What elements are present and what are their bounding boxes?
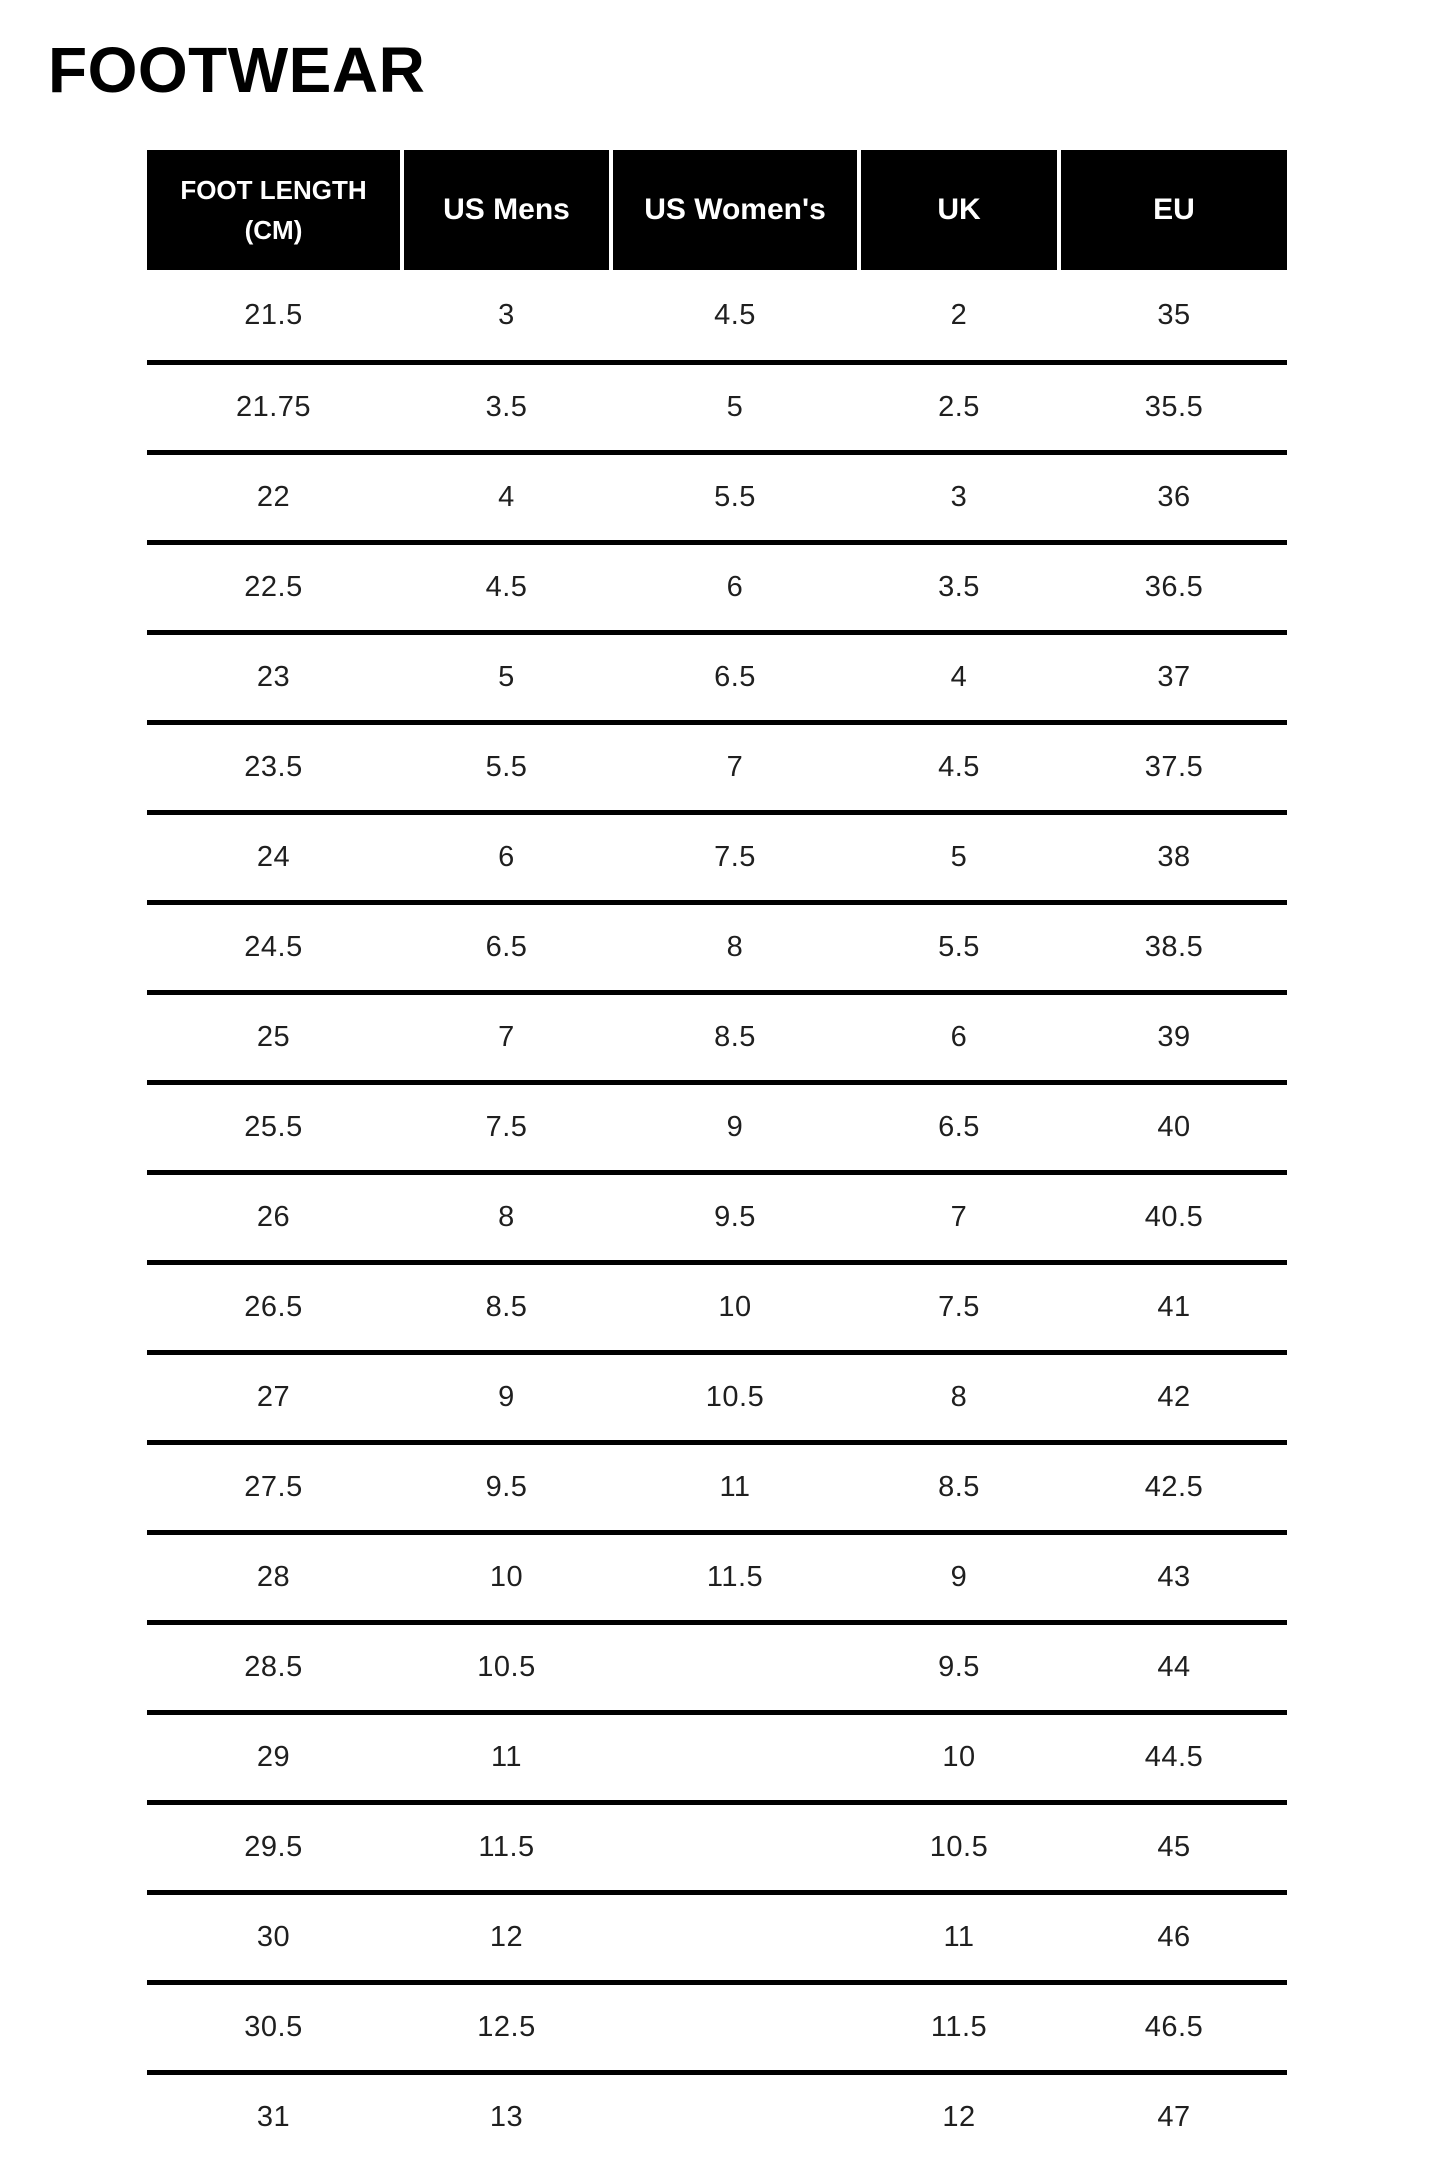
table-cell: 4.5 bbox=[485, 571, 528, 603]
table-cell: 10.5 bbox=[929, 1831, 989, 1863]
column-header-uk: UK bbox=[861, 150, 1057, 270]
table-cell: 12.5 bbox=[477, 2011, 536, 2043]
table-cell: 5.5 bbox=[714, 481, 756, 513]
table-cell bbox=[613, 1805, 857, 1890]
table-cell: 21.75 bbox=[235, 391, 312, 423]
table-cell: 3 bbox=[950, 481, 968, 513]
table-cell: 35 bbox=[1157, 298, 1191, 331]
table-cell: 2 bbox=[950, 298, 968, 331]
table-cell: 30.5 bbox=[244, 2011, 303, 2043]
column-header-us-womens: US Women's bbox=[613, 150, 857, 270]
table-cell: 5 bbox=[950, 841, 968, 873]
table-cell: 29.5 bbox=[244, 1831, 303, 1863]
table-cell: 24 bbox=[256, 841, 291, 873]
table-cell: 45 bbox=[1157, 1831, 1191, 1863]
table-cell bbox=[613, 1715, 857, 1800]
page-title: FOOTWEAR bbox=[48, 34, 426, 106]
table-cell: 11.5 bbox=[706, 1561, 764, 1593]
table-cell: 21.5 bbox=[244, 298, 303, 331]
table-cell: 2.5 bbox=[938, 391, 980, 423]
table-body bbox=[147, 270, 1287, 2160]
table-cell: 8.5 bbox=[485, 1291, 528, 1323]
table-cell: 23.5 bbox=[244, 751, 303, 783]
table-cell bbox=[613, 1625, 857, 1710]
table-cell: 8 bbox=[498, 1201, 515, 1233]
table-row bbox=[147, 360, 1287, 450]
table-cell: 8 bbox=[726, 931, 744, 963]
table-cell bbox=[613, 1985, 857, 2070]
size-chart-table bbox=[147, 150, 1287, 2160]
table-row bbox=[147, 1530, 1287, 1620]
table-row bbox=[147, 1890, 1287, 1980]
table-row bbox=[147, 1710, 1287, 1800]
table-cell: 37.5 bbox=[1144, 751, 1204, 783]
table-cell: 12 bbox=[942, 2101, 976, 2133]
table-row bbox=[147, 1620, 1287, 1710]
table-cell: 25.5 bbox=[244, 1111, 303, 1143]
table-row bbox=[147, 1980, 1287, 2070]
table-cell: 28.5 bbox=[244, 1651, 303, 1683]
table-cell: 27.5 bbox=[244, 1471, 303, 1503]
table-cell: 6.5 bbox=[485, 931, 528, 963]
table-cell: 44 bbox=[1157, 1651, 1191, 1683]
table-cell: 46 bbox=[1157, 1921, 1191, 1953]
table-cell: 8.5 bbox=[714, 1021, 756, 1053]
table-cell: 7.5 bbox=[938, 1291, 980, 1323]
table-cell: 11 bbox=[719, 1471, 751, 1503]
table-cell bbox=[613, 1895, 857, 1980]
table-cell: 3.5 bbox=[485, 391, 528, 423]
table-row bbox=[147, 270, 1287, 360]
table-cell: 7.5 bbox=[485, 1111, 528, 1143]
table-cell: 9.5 bbox=[938, 1651, 980, 1683]
table-cell: 9 bbox=[498, 1381, 515, 1413]
table-cell: 29 bbox=[256, 1741, 291, 1773]
column-header-foot-length-cm: FOOT LENGTH (CM) bbox=[147, 150, 400, 270]
table-cell: 5.5 bbox=[485, 751, 528, 783]
table-row bbox=[147, 1170, 1287, 1260]
table-cell: 31 bbox=[256, 2101, 291, 2133]
table-cell: 37 bbox=[1157, 661, 1191, 693]
table-cell: 36.5 bbox=[1144, 571, 1204, 603]
table-row bbox=[147, 990, 1287, 1080]
table-cell: 10 bbox=[489, 1561, 524, 1593]
table-cell: 5.5 bbox=[938, 931, 980, 963]
table-cell: 26 bbox=[256, 1201, 291, 1233]
table-row bbox=[147, 630, 1287, 720]
column-header-us-mens: US Mens bbox=[404, 150, 609, 270]
table-cell: 43 bbox=[1157, 1561, 1191, 1593]
table-cell: 11 bbox=[943, 1921, 975, 1953]
table-row bbox=[147, 1080, 1287, 1170]
table-row bbox=[147, 900, 1287, 990]
table-cell: 7 bbox=[950, 1201, 968, 1233]
table-cell: 28 bbox=[256, 1561, 291, 1593]
table-cell: 30 bbox=[256, 1921, 291, 1953]
table-cell: 10.5 bbox=[477, 1651, 536, 1683]
table-row bbox=[147, 450, 1287, 540]
table-row bbox=[147, 720, 1287, 810]
table-cell: 22.5 bbox=[244, 571, 303, 603]
table-cell: 38 bbox=[1157, 841, 1191, 873]
table-cell: 9.5 bbox=[485, 1471, 528, 1503]
table-cell: 6 bbox=[498, 841, 515, 873]
table-cell: 10.5 bbox=[705, 1381, 765, 1413]
table-cell: 27 bbox=[256, 1381, 291, 1413]
table-row bbox=[147, 1350, 1287, 1440]
table-cell: 39 bbox=[1157, 1021, 1191, 1053]
table-cell: 9 bbox=[726, 1111, 744, 1143]
table-cell: 7 bbox=[726, 751, 744, 783]
table-cell: 44.5 bbox=[1144, 1741, 1204, 1773]
table-cell: 26.5 bbox=[244, 1291, 303, 1323]
table-cell: 11.5 bbox=[930, 2011, 988, 2043]
table-cell: 9.5 bbox=[714, 1201, 756, 1233]
table-cell: 8.5 bbox=[938, 1471, 980, 1503]
table-cell: 10 bbox=[718, 1291, 752, 1323]
table-cell: 13 bbox=[489, 2101, 524, 2133]
table-cell: 11 bbox=[490, 1741, 523, 1773]
table-cell: 11.5 bbox=[478, 1831, 535, 1863]
table-cell: 7.5 bbox=[714, 841, 756, 873]
table-cell: 10 bbox=[942, 1741, 976, 1773]
table-cell: 6.5 bbox=[938, 1111, 980, 1143]
table-cell: 9 bbox=[950, 1561, 968, 1593]
table-cell: 23 bbox=[256, 661, 291, 693]
table-cell: 12 bbox=[489, 1921, 524, 1953]
table-cell: 4 bbox=[498, 481, 515, 513]
table-cell: 6 bbox=[726, 571, 744, 603]
table-row bbox=[147, 2070, 1287, 2160]
table-cell: 5 bbox=[726, 391, 744, 423]
table-row bbox=[147, 1260, 1287, 1350]
table-cell: 5 bbox=[498, 661, 515, 693]
table-cell: 38.5 bbox=[1144, 931, 1204, 963]
table-cell: 8 bbox=[950, 1381, 968, 1413]
table-header-row bbox=[147, 150, 1287, 270]
table-cell: 22 bbox=[256, 481, 291, 513]
table-cell: 3.5 bbox=[938, 571, 980, 603]
table-cell: 42.5 bbox=[1144, 1471, 1204, 1503]
table-cell: 41 bbox=[1157, 1291, 1191, 1323]
table-cell: 24.5 bbox=[244, 931, 303, 963]
table-cell bbox=[613, 2075, 857, 2160]
table-cell: 6.5 bbox=[714, 661, 756, 693]
table-cell: 47 bbox=[1157, 2101, 1191, 2133]
table-cell: 35.5 bbox=[1144, 391, 1204, 423]
table-cell: 40 bbox=[1157, 1111, 1191, 1143]
table-cell: 40.5 bbox=[1144, 1201, 1204, 1233]
table-cell: 4.5 bbox=[714, 298, 756, 331]
table-cell: 46.5 bbox=[1144, 2011, 1204, 2043]
table-row bbox=[147, 1800, 1287, 1890]
table-cell: 42 bbox=[1157, 1381, 1191, 1413]
table-cell: 25 bbox=[256, 1021, 291, 1053]
table-cell: 7 bbox=[498, 1021, 515, 1053]
table-cell: 4.5 bbox=[938, 751, 980, 783]
table-cell: 3 bbox=[498, 298, 515, 331]
column-header-eu: EU bbox=[1061, 150, 1287, 270]
table-cell: 4 bbox=[950, 661, 968, 693]
table-cell: 6 bbox=[950, 1021, 968, 1053]
table-row bbox=[147, 540, 1287, 630]
table-row bbox=[147, 1440, 1287, 1530]
table-row bbox=[147, 810, 1287, 900]
table-cell: 36 bbox=[1157, 481, 1191, 513]
